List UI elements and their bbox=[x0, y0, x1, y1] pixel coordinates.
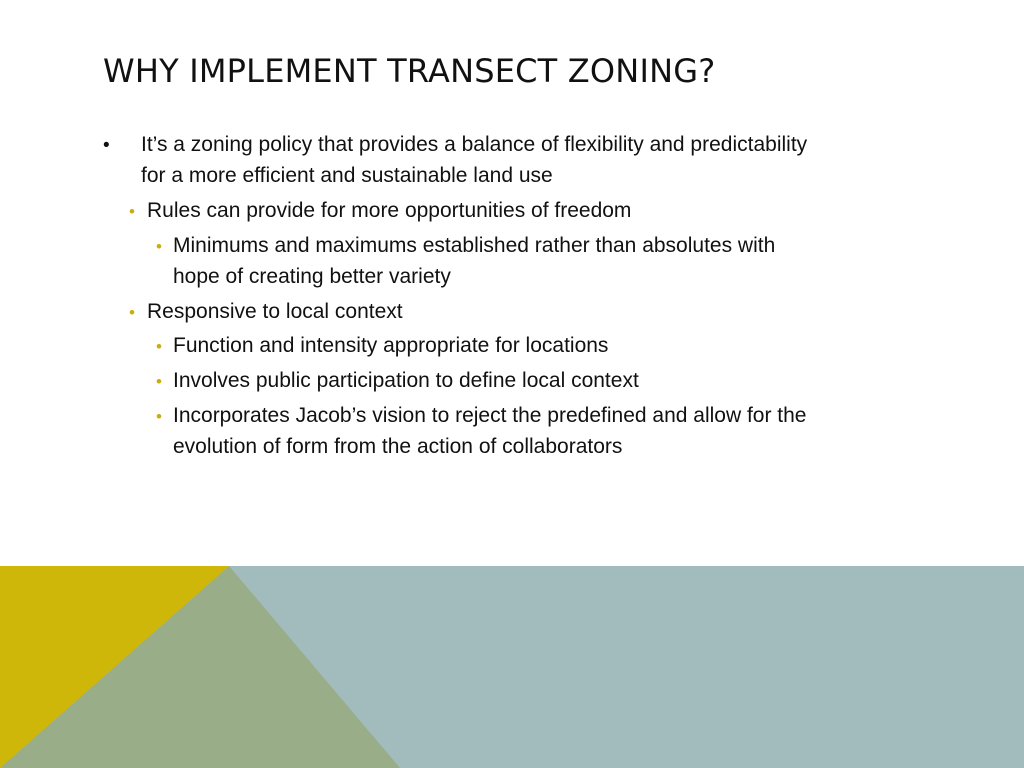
bullet-marker: • bbox=[103, 135, 110, 156]
bullet-text: for a more efficient and sustainable land use bbox=[141, 164, 553, 187]
bullet-text: It’s a zoning policy that provides a balance of flexibility and predictability bbox=[141, 133, 808, 156]
sub-bullet-marker: • bbox=[156, 407, 162, 426]
sub-bullet-marker: • bbox=[156, 372, 162, 391]
bullet-text: Incorporates Jacob’s vision to reject the predefined and allow for the bbox=[173, 404, 807, 427]
bullet-text: Minimums and maximums established rather than absolutes with bbox=[173, 234, 776, 257]
bullet-text: Function and intensity appropriate for locations bbox=[173, 334, 609, 357]
bullet-text: Involves public participation to define local context bbox=[173, 369, 639, 392]
sub-bullet-marker: • bbox=[129, 303, 135, 322]
bullet-text: Rules can provide for more opportunities of freedom bbox=[147, 199, 632, 222]
bullet-text: hope of creating better variety bbox=[173, 265, 451, 288]
sub-bullet-marker: • bbox=[156, 337, 162, 356]
slide-title: WHY IMPLEMENT TRANSECT ZONING? bbox=[103, 52, 716, 90]
sub-bullet-marker: • bbox=[156, 237, 162, 256]
sub-bullet-marker: • bbox=[129, 202, 135, 221]
decorative-footer-band bbox=[0, 566, 1024, 768]
bullet-text: evolution of form from the action of collaborators bbox=[173, 435, 623, 458]
bullet-text: Responsive to local context bbox=[147, 300, 403, 323]
